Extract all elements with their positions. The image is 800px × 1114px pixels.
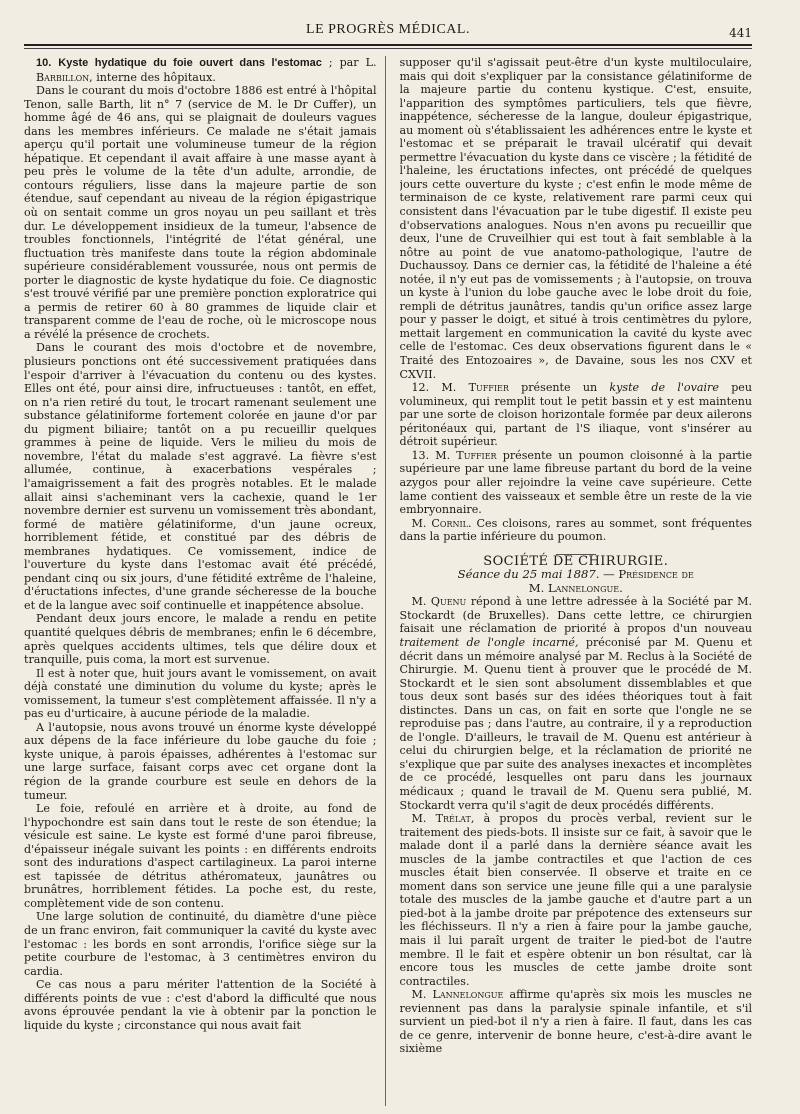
entry-cornil bbox=[400, 517, 753, 544]
entry-12 bbox=[400, 381, 753, 449]
entry-13 bbox=[400, 449, 753, 517]
entry-author: Tuffier bbox=[468, 381, 509, 395]
speaker-name: M. Trélat, bbox=[411, 812, 475, 826]
paragraph: Pendant deux jours encore, le malade a rendu en petite quantité quelques débris de membranes; enfin le 6 décembre, après quelques accidents ultimes, tels que délire doux et tranquille, puis coma, la mort est survenue. bbox=[24, 612, 377, 667]
paragraph: Dans le courant du mois d'octobre 1886 est entré à l'hôpital Tenon, salle Barth, lit n° 7 (service de M. le Dr Cuffer), un homme âgé de 46 ans, qui se plaignait de douleurs vagues dans les membres inférieurs. Ce malade ne s'était jamais aperçu qu'il portait une volumineuse tumeur de la région hépatique. Et cependant il avait affaire à une masse ayant à peu près le volume de la tête d'un adulte, arrondie, de contours réguliers, lisse dans la majeure partie de son étendue, sauf cependant au niveau de la région épigastrique où on sentait comme un gros noyau un peu saillant et très dur. Le développement insidieux de la tumeur, l'absence de troubles fonctionnels, l'intégrité de l'état général, une fluctuation très manifeste dans toute la région abdominale supérieure considérablement voussurée, nous ont permis de porter le diagnostic de kyste hydatique du foie. Ce diagnostic s'est trouvé vérifié par une première ponction exploratrice qui a permis de retirer 60 à 80 grammes de liquide clair et transparent comme de l'eau de roche, où le microscope nous a révélé la présence de crochets. bbox=[24, 84, 377, 341]
speaker-text: affirme qu'après six mois les muscles ne reviennent pas dans la paralysie spinale infantile, et s'il survient un pied-bot il n'y a rien à faire. Il faut, dans les cas de ce genre, intervenir de bonne heure, c'est-à-dire avant le sixième bbox=[399, 988, 752, 1056]
speaker-text: à propos du procès verbal, revient sur le traitement des pieds-bots. Il insiste sur ce fait, à savoir que le malade dont il a parlé dans la dernière séance avait les muscles de la jambe contractiles et que l'action de ces muscles était bien conservée. Il observe et traite en ce moment dans son service une jeune fille qui a une paralysie totale des muscles de la jambe gauche et d'autre part a un pied-bot à la jambe droite par prépotence des extenseurs sur les fléchisseurs. Il n'y a rien à faire pour la jambe gauche, mais il lui paraît urgent de traiter le pied-bot de l'autre membre. Il le fait et espère obtenir un bon résultat, car là encore tous les muscles de cette jambe droite sont contractiles. bbox=[399, 812, 752, 988]
entry-text: présente un poumon cloisonné à la partie supérieure par une lame fibreuse partant du bord de la veine azygos pour aller rejoindre la veine cave supérieure. Cette lame contient des vaisseaux et semble être un reste de la vie embryonnaire. bbox=[399, 448, 752, 517]
speaker-name: M. Lannelongue bbox=[411, 988, 504, 1002]
entry-text: peu volumineux, qui remplit tout le petit bassin et y est maintenu par une sorte de cloison horizontale formée par deux ailerons péritonéaux qui, partant de l'S iliaque, vont s'insérer au détroit supérieur. bbox=[399, 381, 752, 449]
paragraph bbox=[400, 595, 753, 812]
header-rule bbox=[24, 44, 752, 46]
entry-author: Cornil. bbox=[431, 516, 472, 530]
paragraph: Ce cas nous a paru mériter l'attention de la Société à différents points de vue : c'est d'abord la difficulté que nous avons éprouvée pendant la vie à obtenir par la ponction le liquide du kyste ; circonstance qui nous avait fait bbox=[24, 978, 377, 1032]
entry-author: L. Barbillon, bbox=[36, 56, 377, 84]
section-title: SOCIÉTÉ DE CHIRURGIE. bbox=[483, 553, 669, 569]
paragraph: Il est à noter que, huit jours avant le vomissement, on avait déjà constaté une diminution du volume du kyste; après le vomissement, la tumeur s'est complètement affaissée. Il n'y a pas eu d'urticaire, à aucune période de la maladie. bbox=[24, 666, 377, 721]
left-column bbox=[24, 56, 386, 1106]
paragraph: Dans le courant des mois d'octobre et de novembre, plusieurs ponctions ont été successivement pratiquées dans l'espoir d'arriver à l'évacuation du contenu ou des kystes. Elles ont été, pour ainsi dire, infructueuses : tantôt, en effet, on n'a rien retiré du tout, le trocart ramenant seulement une substance gélatiniforme fortement colorée en jaune d'or par du pigment biliaire; tantôt on a pu recueillir quelques grammes à peine de liquide. Vers le milieu du mois de novembre, l'état du malade s'est aggravé. La fièvre s'est allumée, continue, à exacerbations vespérales ; l'amaigrissement a fait des progrès notables. Et le malade allait ainsi s'acheminant vers la cachexie, quand le 1er novembre dernier est survenu un vomissement très abondant, formé de matière gélatiniforme, d'un jaune ocreux, horriblement fétide, et constitué par des débris de membranes hydatiques. Ce vomissement, indice de l'ouverture du kyste dans l'estomac avait été précédé, pendant cinq ou six jours, d'une fétidité extrême de l'haleine, d'éructations infectes, d'une grande sécheresse de la bouche et de la langue avec soif continuelle et inappétence absolue. bbox=[24, 341, 377, 612]
speaker-text: répond à une lettre adressée à la Société par M. Stockardt (de Bruxelles). Dans cette lettre, ce chirurgien faisait une réclamation de priorité à propos d'un nouveau bbox=[399, 595, 752, 636]
running-title: LE PROGRÈS MÉDICAL. bbox=[306, 22, 470, 37]
entry-author-role: interne des hôpitaux. bbox=[96, 70, 216, 84]
header-rule-thin bbox=[24, 48, 752, 49]
page-number: 441 bbox=[729, 26, 752, 40]
paragraph bbox=[400, 812, 753, 988]
session-presidence: — Présidence de bbox=[603, 567, 694, 582]
right-column bbox=[400, 56, 753, 1106]
page-header bbox=[24, 0, 752, 38]
speaker-italic: traitement de l'ongle incarné, bbox=[399, 635, 579, 649]
paragraph: A l'autopsie, nous avons trouvé un énorme kyste développé aux dépens de la face inférieure du lobe gauche du foie ; kyste unique, à parois épaisses, adhérentes à l'estomac sur une large surface, faisant corps avec cet organe dont la région de la grande courbure est seule en dehors de la tumeur. bbox=[24, 720, 377, 802]
paragraph: Une large solution de continuité, du diamètre d'une pièce de un franc environ, fait communiquer la cavité du kyste avec l'estomac : les bords en sont arrondis, l'orifice siège sur la petite courbure de l'estomac, à 3 centimètres environ du cardia. bbox=[24, 910, 377, 978]
session-line bbox=[400, 568, 753, 595]
entry-text: Ces cloisons, rares au sommet, sont fréquentes dans la partie inférieure du poumon. bbox=[399, 516, 752, 544]
entry-heading bbox=[24, 56, 377, 84]
paragraph: supposer qu'il s'agissait peut-être d'un kyste multiloculaire, mais qui doit s'expliquer par la consistance gélatiniforme de la majeure partie du contenu kystique. C'est, ensuite, l'apparition des symptômes particuliers, tels que fièvre, inappétence, sécheresse de la langue, douleur épigastrique, au moment où s'établissaient les adhérences entre le kyste et l'estomac et se préparait le travail ulcératif qui devait permettre l'évacuation du kyste dans ce viscère ; la fétidité de l'haleine, les éructations infectes, ont précédé de quelques jours cette ouverture du kyste ; c'est enfin le mode même de terminaison de ce kyste, relativement rare parmi ceux qui consistent dans l'évacuation par le tube digestif. Il existe peu d'observations analogues. Nous n'en avons pu recueillir que deux, l'une de Cruveilhier qui est tout à fait semblable à la nôtre au point de vue anatomo-pathologique, l'autre de Duchaussoy. Dans ce dernier cas, la fétidité de l'haleine a été notée, il n'y eut pas de vomissements ; à l'autopsie, on trouva un kyste à l'union du lobe gauche avec le lobe droit du foie, rempli de détritus jaunâtres, tandis qu'un orifice assez large pour y passer le doigt, et situé à trois centimètres du pylore, mettait largement en communication la cavité du kyste avec celle de l'estomac. Ces deux observations figurent dans le « Traité des Entozoaires », de Davaine, sous les nos CXV et CXVII. bbox=[399, 56, 752, 381]
entry-number: 12. M. bbox=[411, 381, 457, 395]
entry-title: Kyste hydatique du foie ouvert dans l'estomac bbox=[58, 57, 322, 69]
paragraph: Le foie, refoulé en arrière et à droite, au fond de l'hypochondre est sain dans tout le reste de son étendue; la vésicule est saine. Le kyste est formé d'une paroi fibreuse, d'épaisseur inégale suivant les points : en différents endroits sont des indurations d'aspect cartilagineux. La paroi interne est tapissée de détritus athéromateux, jaunâtres ou brunâtres, horriblement fétides. La poche est, du reste, complètement vide de son contenu. bbox=[24, 802, 377, 910]
entry-author: Tuffier bbox=[456, 448, 497, 462]
entry-italic: kyste de l'ovaire bbox=[609, 381, 719, 395]
entry-number: 13. M. bbox=[411, 448, 451, 462]
entry-separator: ; par bbox=[321, 56, 359, 69]
paragraph bbox=[400, 988, 753, 1056]
text-columns bbox=[24, 56, 752, 1106]
entry-number: 10. bbox=[36, 57, 52, 69]
entry-number: M. bbox=[411, 516, 427, 530]
entry-text: présente un bbox=[521, 381, 598, 395]
speaker-name: M. Quenu bbox=[411, 595, 467, 609]
session-date: Séance du 25 mai 1887. bbox=[457, 567, 600, 582]
speaker-text: préconisé par M. Quenu et décrit dans un mémoire analysé par M. Reclus à la Société de Chirurgie. M. Quenu tient à prouver que le procédé de M. Stockardt et le sien sont absolument dissemblables et que tous deux sont basés sur des idées théoriques tout à fait distinctes. Dans un cas, on fait en sorte que l'ongle ne se reproduise pas ; dans l'autre, au contraire, il y a reproduction de l'ongle. D'ailleurs, le travail de M. Quenu est antérieur à celui du chirurgien belge, et la réclamation de priorité ne s'explique que par suite des analyses inexactes et incomplètes de ce procédé, lesquelles ont paru dans les journaux médicaux ; quand le travail de M. Quenu sera publié, M. Stockardt verra qu'il s'agit de deux procédés différents. bbox=[399, 635, 752, 812]
session-president: M. Lannelongue. bbox=[528, 580, 623, 595]
